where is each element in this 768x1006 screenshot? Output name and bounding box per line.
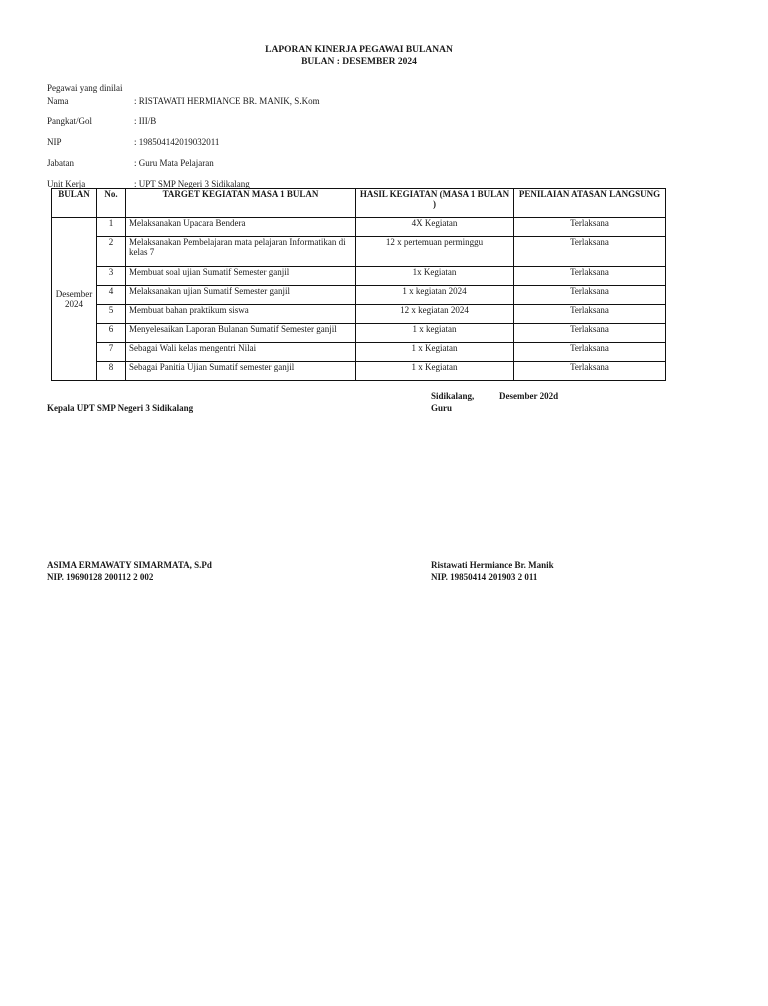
field-value-pangkat: : III/B (134, 116, 157, 126)
row-no: 1 (97, 218, 126, 237)
row-assessment: Terlaksana (514, 237, 666, 267)
field-label-jabatan: Jabatan (47, 158, 74, 168)
row-target: Menyelesaikan Laporan Bulanan Sumatif Semester ganjil (126, 324, 356, 343)
row-result: 12 x kegiatan 2024 (356, 305, 514, 324)
header-no: No. (97, 189, 126, 218)
field-value-nama: : RISTAWATI HERMIANCE BR. MANIK, S.Kom (134, 96, 320, 106)
row-assessment: Terlaksana (514, 267, 666, 286)
signature-right-name: Ristawati Hermiance Br. Manik (431, 560, 554, 570)
field-value-jabatan: : Guru Mata Pelajaran (134, 158, 214, 168)
table-row (52, 324, 666, 343)
row-result: 4X Kegiatan (356, 218, 514, 237)
table-row (52, 267, 666, 286)
table-row (52, 218, 666, 237)
header-target: TARGET KEGIATAN MASA 1 BULAN (126, 189, 356, 218)
row-assessment: Terlaksana (514, 218, 666, 237)
field-label-unit: Unit Kerja (47, 179, 86, 189)
signature-left-role: Kepala UPT SMP Negeri 3 Sidikalang (47, 403, 194, 413)
employee-section-label: Pegawai yang dinilai (47, 83, 123, 93)
row-no: 3 (97, 267, 126, 286)
field-label-pangkat: Pangkat/Gol (47, 116, 92, 126)
signature-right-nip: NIP. 19850414 201903 2 011 (431, 572, 538, 582)
table-row (52, 343, 666, 362)
row-result: 1 x kegiatan (356, 324, 514, 343)
table-header-row (52, 189, 666, 218)
row-result: 1 x Kegiatan (356, 362, 514, 381)
row-no: 8 (97, 362, 126, 381)
field-value-unit: : UPT SMP Negeri 3 Sidikalang (134, 179, 250, 189)
row-result: 1 x Kegiatan (356, 343, 514, 362)
row-target: Melaksanakan Upacara Bendera (126, 218, 356, 237)
row-assessment: Terlaksana (514, 305, 666, 324)
row-target: Melaksanakan ujian Sumatif Semester ganjil (126, 286, 356, 305)
row-target: Melaksanakan Pembelajaran mata pelajaran Informatikan di kelas 7 (126, 237, 356, 267)
signature-place: Sidikalang, (431, 391, 475, 401)
row-assessment: Terlaksana (514, 324, 666, 343)
table-row (52, 305, 666, 324)
row-result: 1x Kegiatan (356, 267, 514, 286)
signature-right-role: Guru (431, 403, 453, 413)
field-label-nip: NIP (47, 137, 62, 147)
month-cell: Desember 2024 (52, 218, 97, 381)
header-month: BULAN (52, 189, 97, 218)
report-subtitle: BULAN : DESEMBER 2024 (301, 57, 417, 67)
table-row (52, 362, 666, 381)
row-assessment: Terlaksana (514, 343, 666, 362)
signature-date: Desember 202d (499, 391, 559, 401)
row-target: Sebagai Wali kelas mengentri Nilai (126, 343, 356, 362)
header-result: HASIL KEGIATAN (MASA 1 BULAN ) (356, 189, 514, 218)
report-title: LAPORAN KINERJA PEGAWAI BULANAN (265, 45, 453, 55)
header-assessment: PENILAIAN ATASAN LANGSUNG (514, 189, 666, 218)
row-no: 6 (97, 324, 126, 343)
row-result: 1 x kegiatan 2024 (356, 286, 514, 305)
row-result: 12 x pertemuan perminggu (356, 237, 514, 267)
table-row (52, 286, 666, 305)
table-row (52, 237, 666, 267)
report-table (51, 188, 666, 381)
field-label-nama: Nama (47, 96, 69, 106)
field-value-nip: : 198504142019032011 (134, 137, 220, 147)
row-no: 7 (97, 343, 126, 362)
row-target: Sebagai Panitia Ujian Sumatif semester ganjil (126, 362, 356, 381)
row-no: 5 (97, 305, 126, 324)
signature-left-nip: NIP. 19690128 200112 2 002 (47, 572, 154, 582)
row-assessment: Terlaksana (514, 362, 666, 381)
row-no: 4 (97, 286, 126, 305)
row-assessment: Terlaksana (514, 286, 666, 305)
row-no: 2 (97, 237, 126, 267)
row-target: Membuat bahan praktikum siswa (126, 305, 356, 324)
signature-left-name: ASIMA ERMAWATY SIMARMATA, S.Pd (47, 560, 212, 570)
row-target: Membuat soal ujian Sumatif Semester ganjil (126, 267, 356, 286)
